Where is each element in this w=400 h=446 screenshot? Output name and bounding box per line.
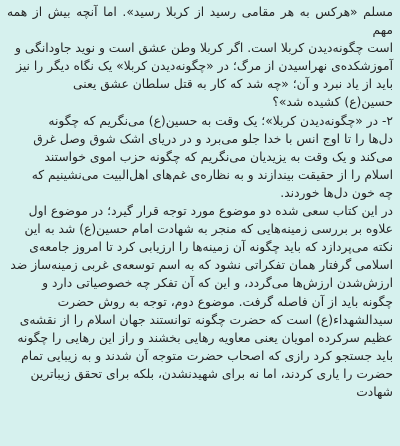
text-line: حضرت را یاری کردند، اما نه برای شهیدنشدن، بلکه برای تحقق زیباترین <box>30 366 393 381</box>
text-line: سیدالشهداء(ع) است که حضرت چگونه توانستند جهان اسلام را از نقشه‌ی <box>19 312 393 327</box>
text-line: دل‌ها را تا اوج انس با خدا جلو می‌برد و در دریای اشک شوق وصل غرق <box>33 131 393 146</box>
text-line: حسین(ع) کشیده شد»؟ <box>272 95 393 110</box>
text-line: اسلامی گرفتار همان تفکراتی نشود که به اسم توسعه‌ی غربی زمینه‌ساز ضد <box>10 258 393 273</box>
text-line: ۲- در «چگونه‌دیدن کربلا»؛ یک وقت به حسین(ع) می‌نگریم که چگونه <box>48 113 393 128</box>
text-line: علاوه بر بررسی زمینه‌هایی که منجر به شهادت امام حسین(ع) شد به این <box>24 222 393 237</box>
text-line: چگونه باید از آن فاصله گرفت. موضوع دوم، توجه به روش حضرت <box>57 294 393 309</box>
text-line: چه خون دل‌ها خوردند. <box>280 185 393 200</box>
text-line: عظیم سرکرده امویان یعنی معاویه رهایی بخشند و راز این رهایی را چگونه <box>17 330 393 345</box>
text-line: اسلام را از حقیقت بیندازند و به نظاره‌ی غم‌های اهل‌البیت می‌نشینیم که <box>31 167 393 182</box>
text-line: شهادت <box>356 384 393 399</box>
text-line: در این کتاب سعی شده دو موضوع مورد توجه قرار گیرد؛ در موضوع اول <box>28 204 393 219</box>
text-line: باید از یاد نبرد و آن؛ «چه شد که کار به قتل سلطان عشق یعنی <box>73 77 393 92</box>
text-line: باید جستجو کرد رازی که اصحاب حضرت متوجه آن شدند و به زیبایی تمام <box>21 348 393 363</box>
text-line: مسلم «هرکس به هر مقامی رسید از کربلا رسید». اما آنچه بیش از همه مهم <box>7 5 393 38</box>
text-line: آموزشکده‌ی نهراسیدن از مرگ؛ در «چگونه‌دیدن کربلا» یک نگاه دیگر را نیز <box>16 59 393 74</box>
text-line: می‌کند و یک وقت به یزیدیان می‌نگریم که چگونه حزب اموی خواستند <box>44 149 393 164</box>
document-body <box>7 3 393 401</box>
text-line: نکته می‌پردازد که باید چگونه آن زمینه‌ها را ارزیابی کرد تا امروز جامعه‌ی <box>29 240 393 255</box>
text-line: است چگونه‌دیدن کربلا است. اگر کربلا وطن عشق است و نوید جاودانگی و <box>14 41 393 56</box>
text-line: ارزش‌شدن ارزش‌ها می‌گردد، و این که آن تفکر چه خصوصیاتی دارد و <box>42 276 393 291</box>
